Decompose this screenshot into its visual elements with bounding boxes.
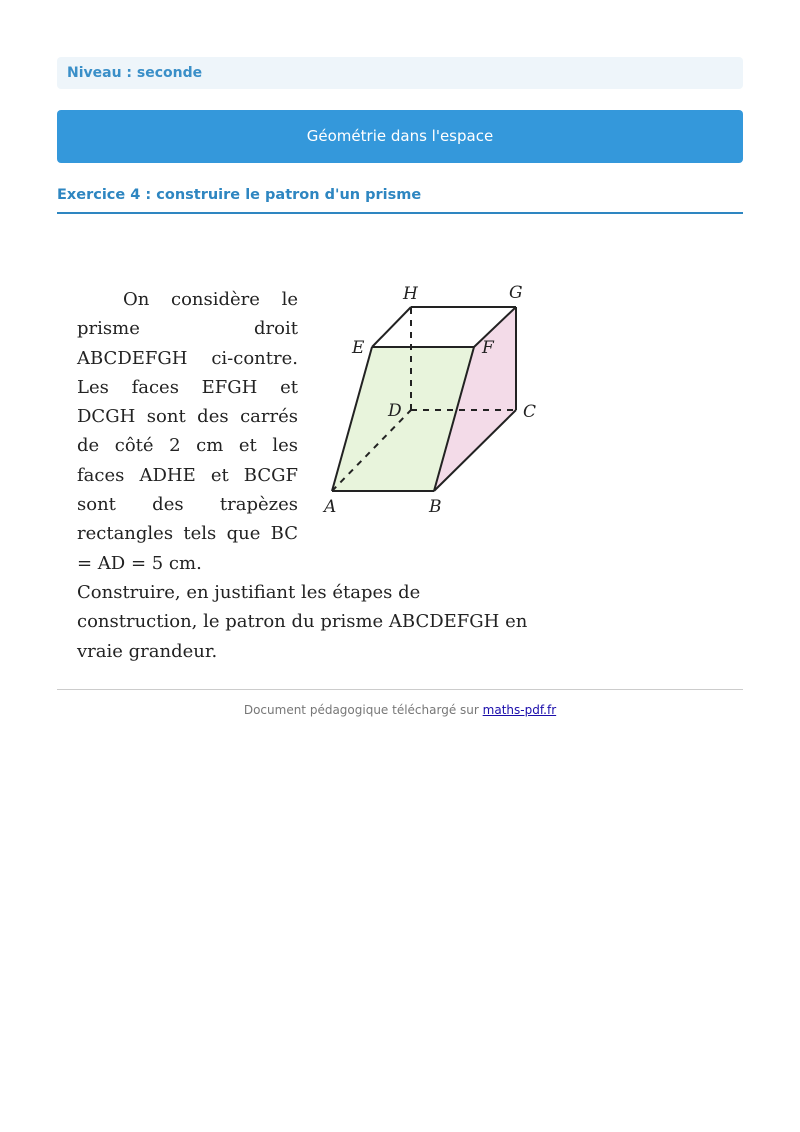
footer-link[interactable]: maths-pdf.fr — [482, 703, 557, 717]
footer-divider — [57, 689, 743, 690]
label-g: G — [509, 283, 523, 303]
label-a: A — [324, 497, 337, 517]
topic-title: Géométrie dans l'espace — [306, 127, 494, 145]
prism-diagram — [318, 276, 548, 521]
label-c: C — [523, 402, 537, 422]
footer-text: Document pédagogique téléchargé sur — [243, 703, 479, 717]
prism-figure — [318, 276, 548, 521]
instruction-paragraph: Construire, en justifiant les étapes de construction, le patron du prisme ABCDEFGH en vraie grandeur. — [77, 581, 528, 662]
statement-paragraph: On considère le prisme droit ABCDEFGH ci-contre. Les faces EFGH et DCGH sont des carrés de côté 2 cm et les faces ADHE et BCGF sont des trapèzes rectangles tels que BC = AD = 5 cm. — [77, 289, 298, 574]
label-f: F — [482, 338, 494, 358]
level-badge — [57, 57, 743, 89]
level-label: Niveau : seconde — [67, 65, 203, 81]
label-e: E — [352, 338, 365, 358]
label-b: B — [429, 497, 442, 517]
label-d: D — [388, 401, 402, 421]
exercise-title: Exercice 4 : construire le patron d'un prisme — [57, 184, 743, 214]
footer — [57, 703, 743, 717]
label-h: H — [403, 284, 418, 304]
topic-banner — [57, 110, 743, 163]
